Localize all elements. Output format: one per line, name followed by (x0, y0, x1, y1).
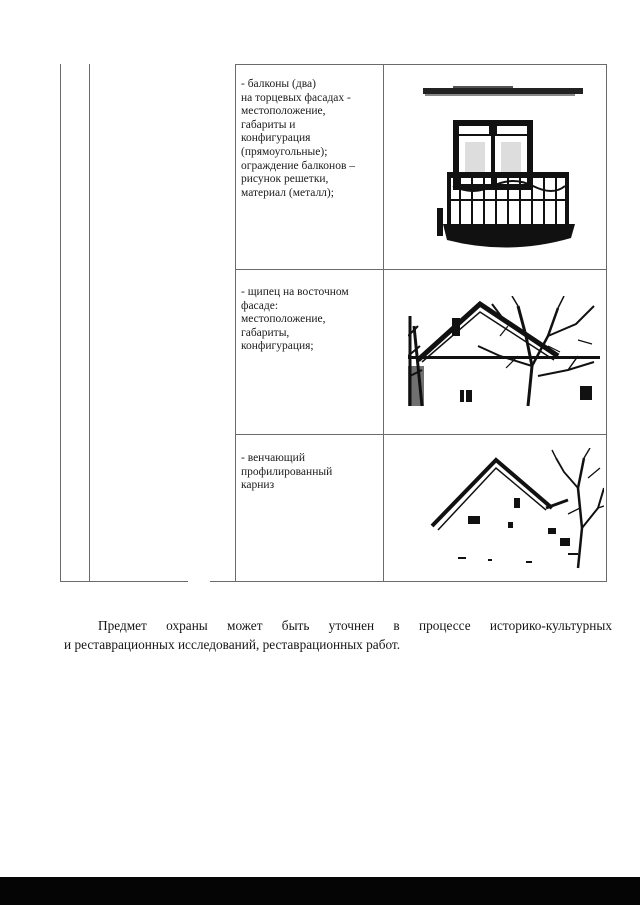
table-top-border (235, 64, 607, 65)
text-line: (прямоугольные); (241, 145, 328, 158)
table-column-divider-3 (383, 64, 384, 582)
table-row-divider-2 (235, 434, 607, 435)
note-line-2: и реставрационных исследований, реставрационных работ. (64, 637, 401, 652)
text-line: - венчающий (241, 452, 305, 464)
gable-photo (408, 296, 600, 408)
row-2-description (241, 286, 349, 354)
text-line: - щипец на восточном (241, 286, 349, 298)
cornice-photo (428, 448, 604, 570)
table-bottom-border (60, 581, 188, 582)
text-line: карниз (241, 479, 275, 492)
text-line: - балконы (два) (241, 78, 316, 90)
text-line: местоположение, (241, 105, 326, 118)
text-line: конфигурация (241, 132, 311, 145)
text-line: материал (металл); (241, 186, 334, 199)
text-line: профилированный (241, 465, 333, 478)
text-line: на торцевых фасадах - (241, 91, 351, 104)
text-line: фасаде: (241, 299, 279, 312)
row-3-description (241, 452, 332, 493)
note-line-1: Предмет охраны может быть уточнен в процессе историко-культурных (98, 618, 612, 633)
table-bottom-border (210, 581, 607, 582)
text-line: габариты и (241, 118, 296, 131)
table-column-divider-1 (89, 64, 90, 582)
note-paragraph (64, 616, 612, 654)
text-line: ограждение балконов – (241, 159, 356, 172)
text-line: габариты, (241, 326, 290, 339)
row-1-description (241, 78, 355, 200)
balcony-photo (413, 78, 593, 258)
table-row-divider-1 (235, 269, 607, 270)
text-line: местоположение, (241, 313, 326, 326)
table-right-border (606, 64, 607, 582)
table-column-divider-2 (235, 64, 236, 582)
table-left-border (60, 64, 61, 582)
text-line: рисунок решетки, (241, 173, 329, 186)
text-line: конфигурация; (241, 340, 314, 353)
scan-bottom-edge (0, 877, 640, 905)
